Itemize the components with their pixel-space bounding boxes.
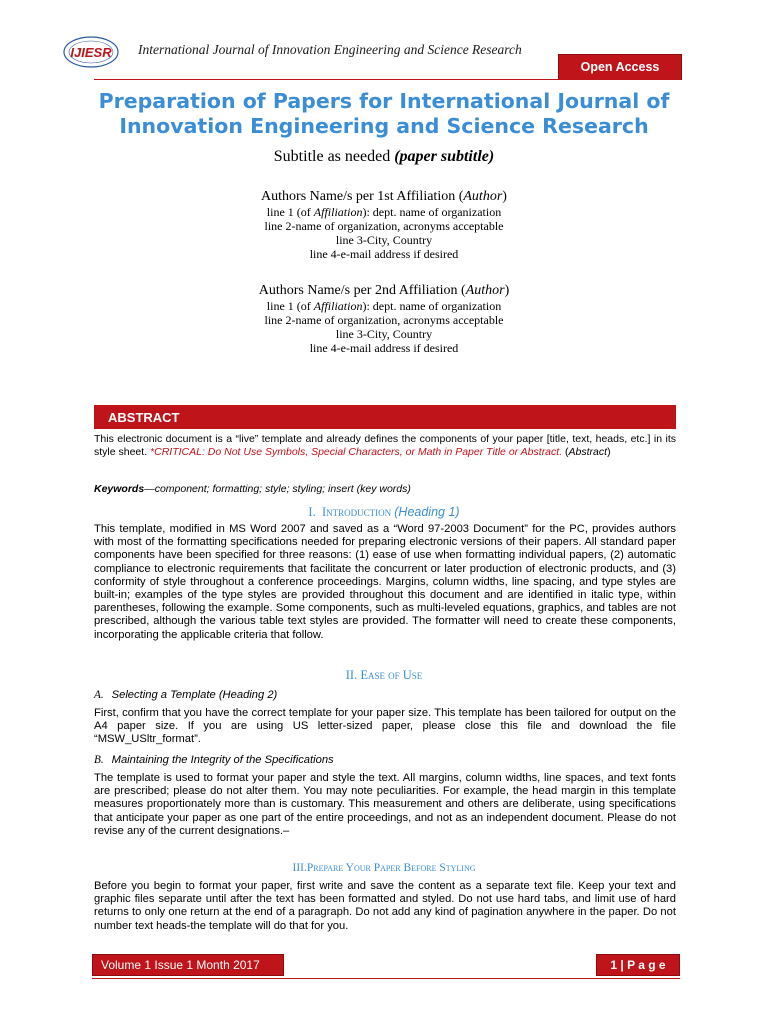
keywords: Keywords—component; formatting; style; styling; insert (key words) [94,483,411,495]
logo-text: IJIESR [70,45,112,60]
affiliation-line-2: line 2-name of organization, acronyms acceptable [264,313,504,327]
abstract-critical-note: *CRITICAL: Do Not Use Symbols, Special Characters, or Math in Paper Title or Abstract. [150,446,563,458]
affiliation-1 [0,188,768,261]
affiliation-line-4: line 4-e-mail address if desired [309,247,459,261]
integrity-paragraph: The template is used to format your paper and style the text. All margins, column widths, line spaces, and text fonts are prescribed; please do not alter them. You may note peculiarities. For example, the head margin in this template measures proportionately more than is customary. This measurement and others are deliberate, using specifications that anticipate your paper as one part of the entire proceedings, and not as an independent document. Please do not revise any of the current designations.– [94,772,676,837]
author-name: Authors Name/s per 1st Affiliation (Author) [261,189,507,204]
abstract-text: This electronic document is a “live” template and already defines the components of your paper [title, text, heads, etc.] in its style sheet. *CRITICAL: Do Not Use Symbols, Special Characters, or Math in Paper Title or Abstract. (Abstract) [94,433,676,458]
open-access-badge: Open Access [558,54,682,80]
subtitle-note: (paper subtitle) [394,148,495,165]
subtitle-text: Subtitle as needed [273,148,395,165]
paper-title: Preparation of Papers for International Journal of Innovation Engineering and Science Research [98,89,670,138]
author-name: Authors Name/s per 2nd Affiliation (Author) [258,283,510,298]
header-rule [94,79,681,80]
introduction-paragraph: This template, modified in MS Word 2007 and saved as a “Word 97-2003 Document” for the PC, provides authors with most of the formatting specifications needed for preparing electronic versions of their papers. All standard paper components have been specified for three reasons: (1) ease of use when formatting individual papers, (2) automatic compliance to electronic requirements that facilitate the concurrent or later production of electronic products, and (3) conformity of style throughout a conference proceedings. Margins, column widths, line spacing, and type styles are built-in; examples of the type styles are provided throughout this document and are identified in italic type, within parentheses, following the example. Some components, such as multi-leveled equations, graphics, and tables are not prescribed, although the various table text styles are provided. The formatter will need to create these components, incorporating the applicable criteria that follow. [94,523,676,641]
selecting-template-paragraph: First, confirm that you have the correct template for your paper size. This template has been tailored for output on the A4 paper size. If you are using US letter-sized paper, please close this file and download the file “MSW_USltr_format”. [94,707,676,746]
footer-page-number: 1 | P a g e [596,954,680,976]
keywords-label: Keywords [94,483,145,495]
section-heading-prepare-paper: III.Prepare Your Paper Before Styling [292,862,476,874]
section-heading-ease-of-use: II. Ease of Use [345,668,423,682]
affiliation-line-3: line 3-City, Country [335,233,433,247]
affiliation-line-2: line 2-name of organization, acronyms acceptable [264,219,504,233]
affiliation-2 [0,282,768,355]
affiliation-line-1: line 1 (of Affiliation): dept. name of organization [266,299,502,313]
footer-volume-badge: Volume 1 Issue 1 Month 2017 [92,954,284,976]
journal-logo [62,36,120,68]
subsection-heading-selecting-template: A. Selecting a Template (Heading 2) [94,689,278,701]
affiliation-line-4: line 4-e-mail address if desired [309,341,459,355]
affiliation-line-1: line 1 (of Affiliation): dept. name of organization [266,205,502,219]
paper-subtitle [0,148,768,166]
prepare-paper-paragraph: Before you begin to format your paper, first write and save the content as a separate text file. Keep your text and graphic files separate until after the text has been formatted and styled. Do not use hard tabs, and limit use of hard returns to only one return at the end of a paragraph. Do not add any kind of pagination anywhere in the paper. Do not number text heads-the template will do that for you. [94,880,676,932]
abstract-heading: ABSTRACT [94,405,676,429]
affiliation-line-3: line 3-City, Country [335,327,433,341]
section-heading-introduction: I. Introduction (Heading 1) [308,505,460,519]
subsection-heading-integrity: B. Maintaining the Integrity of the Specifications [94,754,334,766]
footer-rule [92,978,680,979]
journal-name: International Journal of Innovation Engineering and Science Research [138,42,522,57]
